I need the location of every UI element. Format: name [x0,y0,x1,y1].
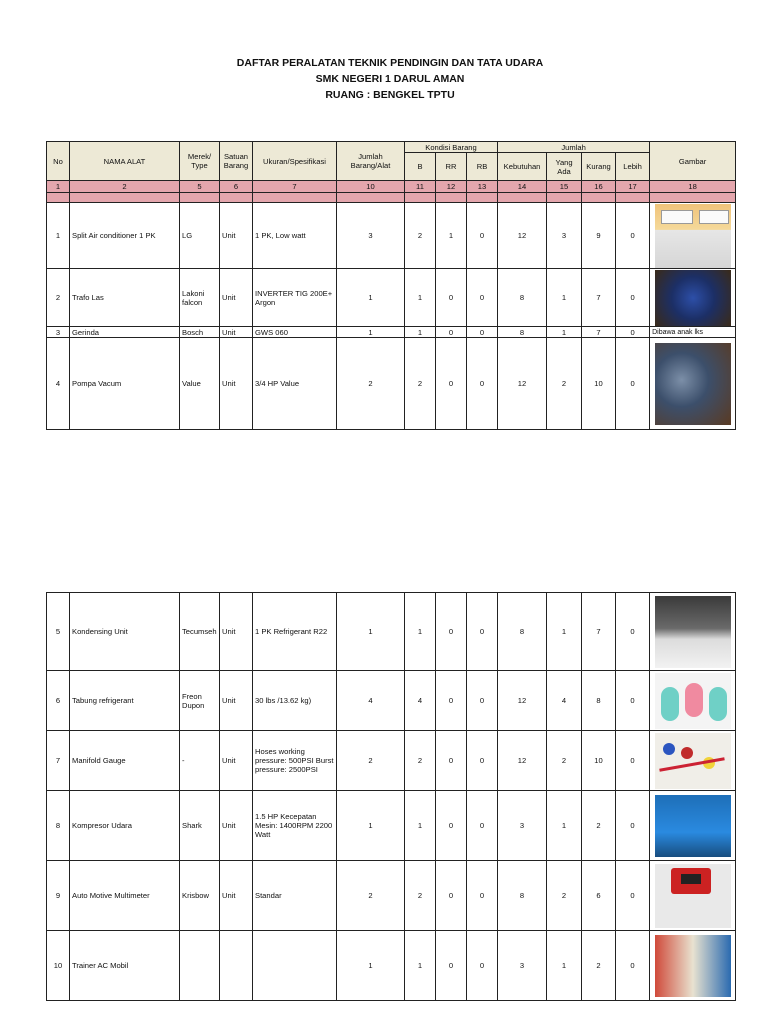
cell-kebutuhan: 12 [498,338,547,430]
cell-lebih: 0 [616,791,650,861]
cell-kebutuhan: 3 [498,931,547,1001]
column-number: 15 [547,181,582,193]
cell-nama-alat: Pompa Vacum [70,338,180,430]
cell-satuan: Unit [220,671,253,731]
cell-gambar [650,269,736,327]
cell-yang-ada: 2 [547,338,582,430]
cell-nama-alat: Trainer AC Mobil [70,931,180,1001]
cell-b: 2 [405,731,436,791]
cell-ukuran: 3/4 HP Value [253,338,337,430]
cell-rr: 0 [436,327,467,338]
manifold-gauge-photo [655,733,731,789]
cell-ukuran: INVERTER TIG 200E+ Argon [253,269,337,327]
header-merek: Merek/ Type [180,142,220,181]
split-ac-photo [655,204,731,268]
table-row [47,731,736,791]
cell-nama-alat: Auto Motive Multimeter [70,861,180,931]
cell-catatan: Dibawa anak lks [650,327,736,338]
cell-nama-alat: Split Air conditioner 1 PK [70,203,180,269]
cell-jumlah: 1 [337,593,405,671]
cell-nama-alat: Kondensing Unit [70,593,180,671]
cell-satuan: Unit [220,731,253,791]
cell-rr: 0 [436,671,467,731]
header-satuan: Satuan Barang [220,142,253,181]
cell-yang-ada: 4 [547,671,582,731]
cell-ukuran: 30 lbs /13.62 kg) [253,671,337,731]
cell-merek: Lakoni falcon [180,269,220,327]
cell-nama-alat: Tabung refrigerant [70,671,180,731]
column-number: 12 [436,181,467,193]
cell-jumlah: 3 [337,203,405,269]
cell-rr: 0 [436,791,467,861]
cell-jumlah: 2 [337,731,405,791]
column-number: 10 [337,181,405,193]
cell-merek: Value [180,338,220,430]
car-ac-trainer-photo [655,935,731,997]
column-number: 6 [220,181,253,193]
cell-kebutuhan: 8 [498,861,547,931]
cell-rb: 0 [467,861,498,931]
cell-satuan: Unit [220,327,253,338]
column-number: 14 [498,181,547,193]
cell-rb: 0 [467,269,498,327]
cell-jumlah: 2 [337,861,405,931]
cell-lebih: 0 [616,269,650,327]
cell-lebih: 0 [616,861,650,931]
cell-rb: 0 [467,593,498,671]
table-row [47,338,736,430]
cell-no: 6 [47,671,70,731]
cell-b: 1 [405,791,436,861]
cell-yang-ada: 2 [547,861,582,931]
column-number: 13 [467,181,498,193]
cell-no: 3 [47,327,70,338]
welding-transformer-photo [655,270,731,326]
cell-kurang: 10 [582,731,616,791]
multimeter-photo [655,864,731,928]
cell-merek: LG [180,203,220,269]
cell-lebih: 0 [616,338,650,430]
column-number: 7 [253,181,337,193]
cell-jumlah: 1 [337,931,405,1001]
cell-merek: Krisbow [180,861,220,931]
cell-b: 1 [405,593,436,671]
cell-lebih: 0 [616,671,650,731]
cell-kurang: 7 [582,327,616,338]
header-gambar: Gambar [650,142,736,181]
cell-yang-ada: 1 [547,327,582,338]
cell-no: 4 [47,338,70,430]
cell-satuan [220,931,253,1001]
column-number: 1 [47,181,70,193]
cell-nama-alat: Kompresor Udara [70,791,180,861]
column-number: 18 [650,181,736,193]
table-row [47,861,736,931]
cell-jumlah: 2 [337,338,405,430]
cell-kebutuhan: 12 [498,731,547,791]
cell-lebih: 0 [616,731,650,791]
cell-rr: 1 [436,203,467,269]
cell-gambar [650,203,736,269]
cell-kebutuhan: 12 [498,671,547,731]
cell-merek: Freon Dupon [180,671,220,731]
cell-nama-alat: Trafo Las [70,269,180,327]
cell-b: 1 [405,269,436,327]
table-row [47,671,736,731]
condensing-unit-photo [655,596,731,668]
header-yang-ada: Yang Ada [547,153,582,181]
cell-b: 1 [405,327,436,338]
blank-row [47,193,736,203]
cell-yang-ada: 1 [547,931,582,1001]
cell-gambar [650,338,736,430]
cell-ukuran: 1 PK, Low watt [253,203,337,269]
cell-kurang: 2 [582,791,616,861]
table-row [47,931,736,1001]
cell-gambar [650,593,736,671]
cell-gambar [650,731,736,791]
cell-satuan: Unit [220,791,253,861]
cell-rb: 0 [467,338,498,430]
cell-no: 10 [47,931,70,1001]
cell-kebutuhan: 3 [498,791,547,861]
room-name: RUANG : BENGKEL TPTU [325,89,455,101]
header-no: No [47,142,70,181]
header-b: B [405,153,436,181]
cell-rr: 0 [436,593,467,671]
cell-nama-alat: Manifold Gauge [70,731,180,791]
cell-merek: - [180,731,220,791]
cell-b: 2 [405,861,436,931]
cell-ukuran [253,931,337,1001]
cell-yang-ada: 1 [547,791,582,861]
cell-rr: 0 [436,338,467,430]
cell-b: 2 [405,203,436,269]
cell-rb: 0 [467,791,498,861]
cell-satuan: Unit [220,338,253,430]
cell-kurang: 8 [582,671,616,731]
cell-kebutuhan: 8 [498,327,547,338]
cell-yang-ada: 1 [547,593,582,671]
cell-jumlah: 1 [337,269,405,327]
school-name: SMK NEGERI 1 DARUL AMAN [315,73,465,85]
cell-merek [180,931,220,1001]
cell-ukuran: 1 PK Refrigerant R22 [253,593,337,671]
cell-satuan: Unit [220,861,253,931]
table-row [47,593,736,671]
cell-lebih: 0 [616,593,650,671]
cell-ukuran: 1.5 HP Kecepatan Mesin: 1400RPM 2200 Watt [253,791,337,861]
cell-jumlah: 4 [337,671,405,731]
header-lebih: Lebih [616,153,650,181]
column-number: 2 [70,181,180,193]
cell-kurang: 10 [582,338,616,430]
cell-b: 1 [405,931,436,1001]
inventory-table-1 [46,141,736,430]
cell-rr: 0 [436,269,467,327]
cell-no: 2 [47,269,70,327]
cell-merek: Shark [180,791,220,861]
column-number-row [47,181,736,193]
cell-rb: 0 [467,327,498,338]
cell-satuan: Unit [220,593,253,671]
cell-no: 5 [47,593,70,671]
cell-kurang: 7 [582,269,616,327]
cell-rb: 0 [467,671,498,731]
header-kebutuhan: Kebutuhan [498,153,547,181]
cell-kurang: 9 [582,203,616,269]
header-jumlah-barang: Jumlah Barang/Alat [337,142,405,181]
header-kondisi-barang: Kondisi Barang [405,142,498,153]
cell-kurang: 7 [582,593,616,671]
cell-ukuran: GWS 060 [253,327,337,338]
column-number: 16 [582,181,616,193]
air-compressor-photo [655,795,731,857]
cell-merek: Tecumseh [180,593,220,671]
cell-rb: 0 [467,203,498,269]
cell-yang-ada: 3 [547,203,582,269]
cell-lebih: 0 [616,203,650,269]
cell-ukuran: Standar [253,861,337,931]
table-row [47,203,736,269]
header-ukuran: Ukuran/Spesifikasi [253,142,337,181]
cell-b: 2 [405,338,436,430]
table-row [47,791,736,861]
header-jumlah-group: Jumlah [498,142,650,153]
cell-rr: 0 [436,861,467,931]
cell-ukuran: Hoses working pressure: 500PSI Burst pressure: 2500PSI [253,731,337,791]
cell-rr: 0 [436,931,467,1001]
table-row [47,327,736,338]
cell-gambar [650,931,736,1001]
cell-kebutuhan: 8 [498,269,547,327]
cell-rb: 0 [467,931,498,1001]
cell-gambar [650,861,736,931]
column-number: 17 [616,181,650,193]
cell-kebutuhan: 8 [498,593,547,671]
inventory-table-2 [46,592,736,1001]
cell-rb: 0 [467,731,498,791]
cell-yang-ada: 1 [547,269,582,327]
column-number: 5 [180,181,220,193]
cell-satuan: Unit [220,269,253,327]
cell-lebih: 0 [616,327,650,338]
cell-yang-ada: 2 [547,731,582,791]
document-title: DAFTAR PERALATAN TEKNIK PENDINGIN DAN TATA UDARA [236,57,544,69]
header-kurang: Kurang [582,153,616,181]
column-number: 11 [405,181,436,193]
cell-rr: 0 [436,731,467,791]
cell-satuan: Unit [220,203,253,269]
cell-merek: Bosch [180,327,220,338]
cell-kurang: 6 [582,861,616,931]
header-rb: RB [467,153,498,181]
cell-no: 9 [47,861,70,931]
cell-gambar [650,671,736,731]
refrigerant-tank-photo [655,673,731,729]
header-nama-alat: NAMA ALAT [70,142,180,181]
cell-gambar [650,791,736,861]
vacuum-pump-photo [655,343,731,425]
cell-kurang: 2 [582,931,616,1001]
cell-jumlah: 1 [337,791,405,861]
cell-b: 4 [405,671,436,731]
cell-jumlah: 1 [337,327,405,338]
cell-no: 1 [47,203,70,269]
header-rr: RR [436,153,467,181]
cell-no: 8 [47,791,70,861]
cell-lebih: 0 [616,931,650,1001]
cell-kebutuhan: 12 [498,203,547,269]
table-row [47,269,736,327]
cell-nama-alat: Gerinda [70,327,180,338]
cell-no: 7 [47,731,70,791]
